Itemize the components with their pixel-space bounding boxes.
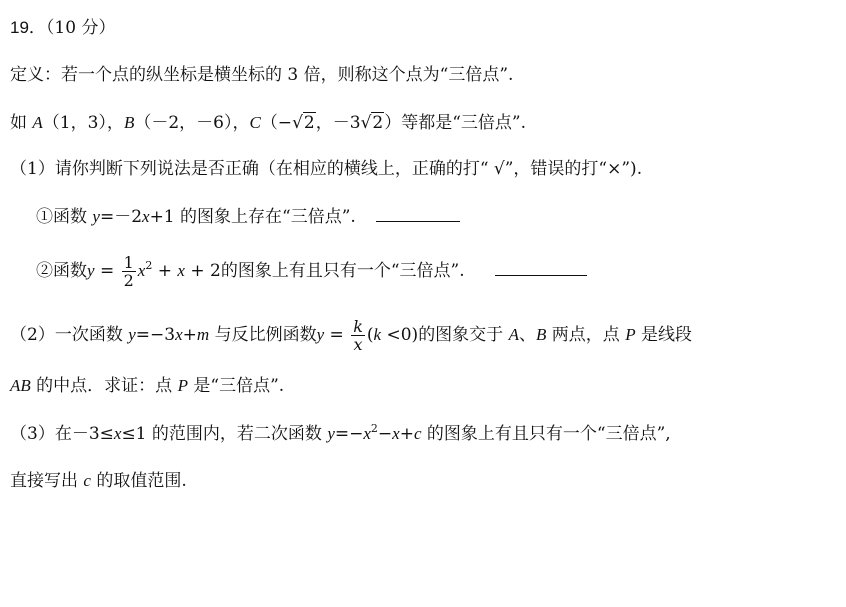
part2-point-b: B [535,325,547,344]
definition-text: 若一个点的纵坐标是横坐标的 3 倍，则称这个点为“三倍点”. [61,65,514,85]
part2-line2 [10,374,284,398]
item2-text: 的图象上有且只有一个“三倍点”. [220,261,465,281]
point-a-coords: （1，3）， [42,113,124,133]
sqrt-symbol-2: √2 [360,113,384,133]
item2-plus2: + 2 [184,261,221,281]
item2-var-x2: x [177,261,185,280]
point-a-name: A [32,113,43,132]
part2-lin-eq: =−3 [135,325,176,345]
part2-text3: 是线段 [635,325,692,345]
part2-point-p: P [625,325,636,344]
part1-intro-text: （1）请你判断下列说法是否正确（在相应的横线上，正确的打“ √”，错误的打“×”). [10,159,643,179]
sqrt-symbol-1: √2 [292,113,315,133]
part2-line2-text: 的中点．求证：点 [30,376,178,396]
sqrt-radicand-2: 2 [372,113,384,133]
point-c-mid: ，－3 [315,113,361,133]
point-b-name: B [123,113,135,132]
point-c-open: （− [260,113,293,133]
part2-cond-open: ( [366,325,374,345]
part3-q-plus: + [399,424,414,444]
part3-var-x: x [113,424,122,443]
item2-frac-den: 2 [123,271,134,290]
example-suffix: 等都是“三倍点”. [401,113,527,133]
part2-point-a: A [508,325,519,344]
part2-segment-ab: AB [10,376,31,395]
part2-lin-plus: + [182,325,197,345]
part2-prefix: （2）一次函数 [10,325,129,345]
part3-line2-post: 的取值范围. [90,471,187,491]
item1-var-x: x [142,207,150,226]
part2-inv-num: k [353,317,363,336]
example-prefix: 如 [10,113,33,133]
part2-line1 [10,318,692,353]
part3-line2-c: c [83,471,91,490]
item2-frac-num: 1 [123,253,134,272]
item2-marker: ②函数 [36,261,87,281]
definition-label: 定义： [10,65,61,85]
part2-inv-den: x [353,335,363,354]
part2-mid: 与反比例函数 [209,325,317,345]
part3-q-eq: =− [334,424,364,444]
part3-prefix: （3）在－3≤ [10,424,114,444]
part3-q-minus: − [377,424,393,444]
item2-fraction [122,254,136,289]
part3-line2-pre: 直接写出 [10,471,84,491]
part3-q-c: c [413,424,422,443]
part3-tail: 的图象上有且只有一个“三倍点”, [421,424,671,444]
point-b-coords: （－2，－6）， [134,113,250,133]
item1-const: +1 [149,207,175,227]
part2-cond-rest: <0) [381,325,419,345]
part3-line1 [10,422,671,446]
sqrt-radicand-1: 2 [303,113,315,133]
part2-inv-fraction [351,318,365,353]
item2-plus1: + [152,261,178,281]
part3-q-x2: x [392,424,400,443]
item1-line [36,203,460,229]
part2-after: 的图象交于 [418,325,509,345]
part3-range-end: ≤1 的范围内，若二次函数 [121,424,328,444]
part3-q-x: x [363,424,371,443]
item1-eq: =－2 [99,207,143,227]
answer-blank-2[interactable] [495,257,587,276]
item1-text: 的图象上存在“三倍点”. [174,207,356,227]
item2-equals: = [94,261,120,281]
part2-inv-y: y [316,325,325,344]
item2-var-y: y [87,261,95,280]
definition-line [10,63,513,87]
part2-inv-eq: = [324,325,350,345]
point-c-name: C [249,113,261,132]
item1-marker: ①函数 [36,207,93,227]
part2-line2-point-p: P [177,376,188,395]
answer-blank-1[interactable] [376,203,460,222]
part2-lin-x: x [175,325,183,344]
part1-intro [10,157,642,181]
item1-var-y: y [92,207,100,226]
part2-text2: 两点，点 [546,325,626,345]
part2-cond-k: k [373,325,382,344]
part2-sep: 、 [518,325,536,345]
part3-line2 [10,469,187,493]
item2-exponent: 2 [145,259,153,272]
example-line [10,111,526,135]
part3-q-y: y [327,424,335,443]
item2-line [36,254,587,289]
problem-score: （10 分） [45,18,116,38]
part2-line2-end: 是“三倍点”. [187,376,285,396]
part2-lin-y: y [128,325,136,344]
item2-var-x1: x [137,261,146,280]
problem-number: 19． [10,18,46,37]
point-c-close: ） [384,113,402,133]
part2-lin-m: m [196,325,210,344]
part3-q-exponent: 2 [370,422,378,435]
problem-header [10,16,115,40]
